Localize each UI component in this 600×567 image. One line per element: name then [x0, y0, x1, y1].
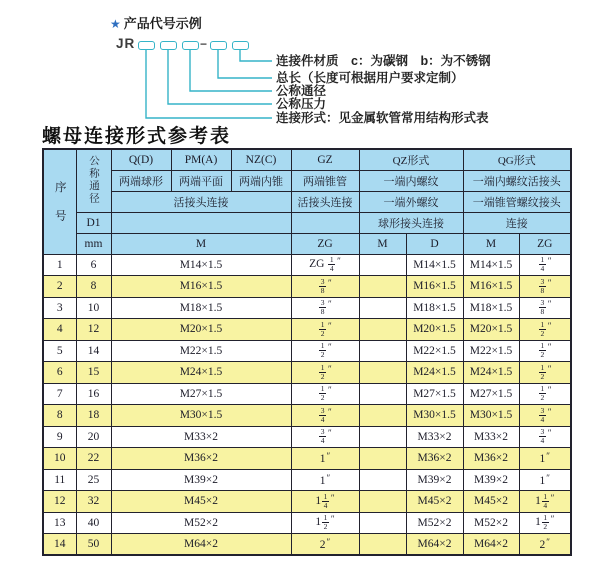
cell-qg-zg — [519, 276, 571, 298]
cell-qg-zg — [519, 297, 571, 319]
cell-seq: 13 — [43, 512, 76, 534]
fraction: $\frac{1}{2}$ — [540, 362, 545, 381]
cell-seq: 4 — [43, 319, 76, 341]
fraction: $\frac{1}{2}$ — [540, 384, 545, 403]
cell-qg-m: M14×1.5 — [463, 254, 519, 276]
cell-qg-zg — [519, 340, 571, 362]
header-seq — [43, 149, 76, 254]
cell-qg-m: M45×2 — [463, 491, 519, 513]
header-live-joint-2: 活接头连接 — [291, 191, 359, 212]
fraction: $\frac{3}{8}$ — [320, 276, 325, 295]
table-row — [43, 383, 571, 405]
cell-dn: 25 — [76, 469, 111, 491]
cell-m: M24×1.5 — [111, 362, 291, 384]
table-row — [43, 340, 571, 362]
header-col-qz: QZ形式 — [359, 149, 463, 170]
cell-m: M18×1.5 — [111, 297, 291, 319]
cell-gz-zg — [291, 276, 359, 298]
cell-seq: 5 — [43, 340, 76, 362]
cell-dn: 6 — [76, 254, 111, 276]
fraction: $\frac{1}{4}$ — [540, 255, 545, 274]
cell-qz-d: M36×2 — [406, 448, 463, 470]
fraction: $\frac{3}{4}$ — [320, 405, 325, 424]
cell-qg-m: M20×1.5 — [463, 319, 519, 341]
cell-dn: 18 — [76, 405, 111, 427]
inch-mark: ″ — [547, 320, 552, 331]
header-dn — [76, 149, 111, 212]
cell-qz-m — [359, 383, 406, 405]
star-icon: ★ — [110, 17, 121, 31]
cell-qg-m: M16×1.5 — [463, 276, 519, 298]
inch-mark: ″ — [337, 256, 341, 267]
header-d-qz: D — [406, 233, 463, 254]
label-connection-form: 连接形式：见金属软管常用结构形式表 — [276, 111, 489, 125]
cell-gz-zg: ZG $\frac{1}{4}$ ″ — [291, 254, 359, 276]
inch-mark: ″ — [547, 363, 552, 374]
cell-qg-m: M30×1.5 — [463, 405, 519, 427]
inch-mark: ″ — [550, 492, 555, 503]
header-dn-text: 公称通径 — [88, 155, 99, 206]
cell-gz-zg — [291, 383, 359, 405]
cell-m: M52×2 — [111, 512, 291, 534]
cell-gz-zg — [291, 319, 359, 341]
cell-qz-m — [359, 426, 406, 448]
header-join-qg: 连接 — [463, 212, 571, 233]
label-total-length: 总长（长度可根据用户要求定制） — [276, 71, 464, 85]
cell-gz-zg — [291, 405, 359, 427]
fraction: $\frac{1}{4}$ — [543, 491, 548, 510]
fraction: $\frac{3}{4}$ — [540, 427, 545, 446]
cell-seq: 7 — [43, 383, 76, 405]
fraction: $\frac{3}{8}$ — [540, 276, 545, 295]
fraction: $\frac{1}{2}$ — [323, 513, 328, 532]
cell-dn: 16 — [76, 383, 111, 405]
cell-qg-m: M64×2 — [463, 534, 519, 556]
header-sub-qz2: 一端外螺纹 — [359, 191, 463, 212]
table-row — [43, 448, 571, 470]
inch-mark: ″ — [328, 406, 332, 417]
cell-qz-m — [359, 297, 406, 319]
label-nominal-diameter: 公称通径 — [276, 84, 327, 98]
fraction: $\frac{1}{2}$ — [320, 362, 325, 381]
fraction: $\frac{3}{8}$ — [540, 298, 545, 317]
header-sub-pm: 两端平面 — [171, 170, 231, 191]
header-m-qz: M — [359, 233, 406, 254]
cell-gz-zg — [291, 340, 359, 362]
cell-m: M27×1.5 — [111, 383, 291, 405]
cell-seq: 14 — [43, 534, 76, 556]
table-row — [43, 362, 571, 384]
fraction: $\frac{1}{2}$ — [543, 513, 548, 532]
header-col-gz: GZ — [291, 149, 359, 170]
table-row — [43, 276, 571, 298]
cell-dn: 8 — [76, 276, 111, 298]
cell-gz-zg: 1 $\frac{1}{4}$ ″ — [291, 491, 359, 513]
header-col-qg: QG形式 — [463, 149, 571, 170]
inch-mark: ″ — [550, 514, 555, 525]
inch-mark: ″ — [328, 299, 332, 310]
inch-mark: ″ — [546, 537, 551, 547]
cell-dn: 14 — [76, 340, 111, 362]
cell-qz-m — [359, 340, 406, 362]
inch-mark: ″ — [326, 537, 331, 547]
cell-qz-m — [359, 254, 406, 276]
inch-mark: ″ — [328, 385, 332, 396]
cell-m: M20×1.5 — [111, 319, 291, 341]
fraction: $\frac{1}{2}$ — [320, 319, 325, 338]
header-col-nz: NZ(C) — [231, 149, 291, 170]
cell-qg-m: M36×2 — [463, 448, 519, 470]
cell-qz-m — [359, 276, 406, 298]
inch-mark: ″ — [326, 451, 331, 462]
fraction: $\frac{3}{8}$ — [320, 298, 325, 317]
cell-seq: 12 — [43, 491, 76, 513]
header-sub-gz: 两端锥管 — [291, 170, 359, 191]
inch-mark: ″ — [328, 277, 332, 288]
cell-qg-zg: 1″ — [519, 448, 571, 470]
cell-qg-zg: 1 $\frac{1}{4}$ ″ — [519, 491, 571, 513]
cell-m: M14×1.5 — [111, 254, 291, 276]
cell-seq: 8 — [43, 405, 76, 427]
fraction: $\frac{1}{4}$ — [329, 255, 334, 274]
cell-dn: 10 — [76, 297, 111, 319]
cell-qg-zg — [519, 362, 571, 384]
header-empty-m — [111, 212, 291, 233]
code-dash: − — [199, 37, 207, 51]
cell-qz-m — [359, 405, 406, 427]
table-row — [43, 534, 571, 556]
header-col-q: Q(D) — [111, 149, 171, 170]
cell-qz-d: M20×1.5 — [406, 319, 463, 341]
inch-mark: ″ — [547, 299, 552, 310]
cell-m: M22×1.5 — [111, 340, 291, 362]
cell-m: M16×1.5 — [111, 276, 291, 298]
fraction: $\frac{1}{2}$ — [320, 384, 325, 403]
cell-dn: 20 — [76, 426, 111, 448]
inch-mark: ″ — [546, 472, 551, 483]
cell-m: M36×2 — [111, 448, 291, 470]
cell-dn: 32 — [76, 491, 111, 513]
cell-qz-d: M22×1.5 — [406, 340, 463, 362]
cell-qz-m — [359, 448, 406, 470]
cell-qz-m — [359, 534, 406, 556]
cell-m: M39×2 — [111, 469, 291, 491]
cell-qg-zg: 2″ — [519, 534, 571, 556]
inch-mark: ″ — [330, 492, 335, 503]
cell-qz-d: M14×1.5 — [406, 254, 463, 276]
cell-gz-zg — [291, 362, 359, 384]
header-zg-gz: ZG — [291, 233, 359, 254]
cell-qz-m — [359, 491, 406, 513]
cell-m: M33×2 — [111, 426, 291, 448]
cell-qg-zg: 1″ — [519, 469, 571, 491]
cell-qz-m — [359, 469, 406, 491]
code-prefix: JR — [116, 36, 136, 51]
cell-qg-m: M39×2 — [463, 469, 519, 491]
header-col-pm: PM(A) — [171, 149, 231, 170]
cell-dn: 15 — [76, 362, 111, 384]
inch-mark: ″ — [328, 320, 332, 331]
cell-seq: 1 — [43, 254, 76, 276]
cell-qz-d: M52×2 — [406, 512, 463, 534]
cell-gz-zg: 1″ — [291, 469, 359, 491]
table-row — [43, 319, 571, 341]
header-sub-qg2: 一端锥管螺纹接头 — [463, 191, 571, 212]
cell-qz-m — [359, 362, 406, 384]
table-row — [43, 469, 571, 491]
cell-qg-m: M27×1.5 — [463, 383, 519, 405]
header-seq-text: 序号 — [53, 180, 66, 238]
cell-qz-m — [359, 512, 406, 534]
table-row — [43, 426, 571, 448]
cell-dn: 22 — [76, 448, 111, 470]
cell-qg-m: M52×2 — [463, 512, 519, 534]
cell-seq: 10 — [43, 448, 76, 470]
header-m-qg: M — [463, 233, 519, 254]
table-row — [43, 512, 571, 534]
cell-gz-zg — [291, 426, 359, 448]
cell-seq: 11 — [43, 469, 76, 491]
cell-qz-m — [359, 319, 406, 341]
cell-seq: 6 — [43, 362, 76, 384]
inch-mark: ″ — [330, 514, 335, 525]
cell-qg-zg — [519, 319, 571, 341]
table-header — [43, 149, 571, 254]
cell-qg-zg — [519, 426, 571, 448]
inch-mark: ″ — [328, 363, 332, 374]
inch-mark: ″ — [547, 342, 552, 353]
cell-m: M64×2 — [111, 534, 291, 556]
cell-qz-d: M64×2 — [406, 534, 463, 556]
header-sub-qz1: 一端内螺纹 — [359, 170, 463, 191]
label-connector-material: 连接件材质 c：为碳钢 b：为不锈钢 — [276, 54, 491, 68]
cell-gz-zg — [291, 297, 359, 319]
diagram-title-text: 产品代号示例 — [123, 16, 202, 31]
cell-qz-d: M45×2 — [406, 491, 463, 513]
fraction: $\frac{1}{2}$ — [540, 341, 545, 360]
fraction: $\frac{1}{4}$ — [323, 491, 328, 510]
header-empty-gz — [291, 212, 359, 233]
table-row — [43, 405, 571, 427]
fraction: $\frac{3}{4}$ — [320, 427, 325, 446]
cell-m: M30×1.5 — [111, 405, 291, 427]
table-body — [43, 254, 571, 555]
cell-gz-zg: 1″ — [291, 448, 359, 470]
header-sub-qg1: 一端内螺纹活接头 — [463, 170, 571, 191]
cell-qz-d: M18×1.5 — [406, 297, 463, 319]
inch-mark: ″ — [547, 256, 552, 267]
cell-qg-zg — [519, 383, 571, 405]
header-zg-qg: ZG — [519, 233, 571, 254]
cell-qz-d: M24×1.5 — [406, 362, 463, 384]
cell-qg-m: M24×1.5 — [463, 362, 519, 384]
cell-qz-d: M30×1.5 — [406, 405, 463, 427]
cell-m: M45×2 — [111, 491, 291, 513]
cell-qg-zg — [519, 405, 571, 427]
cell-dn: 40 — [76, 512, 111, 534]
cell-qz-d: M33×2 — [406, 426, 463, 448]
table-row — [43, 254, 571, 276]
cell-qz-d: M27×1.5 — [406, 383, 463, 405]
inch-mark: ″ — [328, 428, 332, 439]
inch-mark: ″ — [328, 342, 332, 353]
table-row — [43, 491, 571, 513]
cell-qg-m: M18×1.5 — [463, 297, 519, 319]
cell-qg-zg — [519, 254, 571, 276]
cell-gz-zg: 2″ — [291, 534, 359, 556]
cell-qz-d: M16×1.5 — [406, 276, 463, 298]
inch-mark: ″ — [547, 406, 552, 417]
cell-seq: 3 — [43, 297, 76, 319]
label-nominal-pressure: 公称压力 — [276, 97, 327, 111]
cell-gz-zg: 1 $\frac{1}{2}$ ″ — [291, 512, 359, 534]
header-live-joint-1: 活接头连接 — [111, 191, 291, 212]
inch-mark: ″ — [547, 428, 552, 439]
header-join-qz: 球形接头连接 — [359, 212, 463, 233]
cell-qz-d: M39×2 — [406, 469, 463, 491]
cell-seq: 9 — [43, 426, 76, 448]
inch-mark: ″ — [547, 385, 552, 396]
table-row — [43, 297, 571, 319]
fraction: $\frac{1}{2}$ — [540, 319, 545, 338]
table-title: 螺母连接形式参考表 — [42, 126, 232, 147]
fraction: $\frac{3}{4}$ — [540, 405, 545, 424]
inch-mark: ″ — [326, 472, 331, 483]
header-sub-nz: 两端内锥 — [231, 170, 291, 191]
reference-table — [42, 148, 572, 556]
cell-qg-m: M22×1.5 — [463, 340, 519, 362]
cell-qg-zg: 1 $\frac{1}{2}$ ″ — [519, 512, 571, 534]
inch-mark: ″ — [547, 277, 552, 288]
inch-mark: ″ — [546, 451, 551, 462]
cell-qg-m: M33×2 — [463, 426, 519, 448]
header-d1: D1 — [76, 212, 111, 233]
header-mm: mm — [76, 233, 111, 254]
cell-seq: 2 — [43, 276, 76, 298]
header-m-wide: M — [111, 233, 291, 254]
fraction: $\frac{1}{2}$ — [320, 341, 325, 360]
cell-dn: 12 — [76, 319, 111, 341]
cell-dn: 50 — [76, 534, 111, 556]
header-sub-q: 两端球形 — [111, 170, 171, 191]
